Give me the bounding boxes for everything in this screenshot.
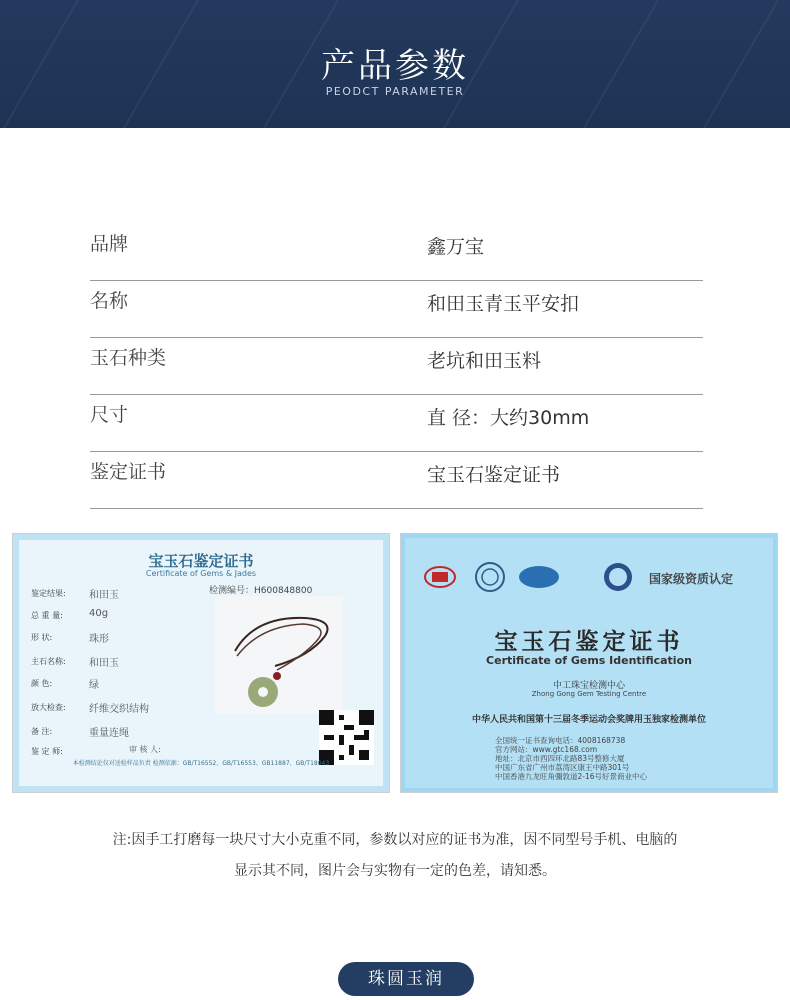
emblem-icon — [601, 560, 635, 594]
cert-olympic-note: 中华人民共和国第十三届冬季运动会奖牌用玉独家检测单位 — [471, 715, 706, 725]
cert-row-label: 主石名称: — [31, 657, 66, 666]
param-row-name — [90, 281, 703, 338]
cert-row-value: 审 核 人: — [129, 745, 161, 754]
header-title: 产品参数 — [321, 46, 469, 86]
cert-footer: 本检测结论仅对送检样品负责 检测依据：GB/T16552、GB/T16553、GB11887、GB/T18043 — [72, 760, 330, 767]
section-header — [0, 0, 790, 128]
param-row-size — [90, 395, 703, 452]
certificate-image-left — [12, 533, 390, 793]
param-row-brand — [90, 224, 703, 281]
param-label: 品牌 — [90, 233, 129, 255]
cert-subtitle: Certificate of Gems & Jades — [145, 569, 257, 578]
certificate-image-right — [400, 533, 778, 793]
header-subtitle: PEODCT PARAMETER — [325, 85, 465, 98]
cert-center-name-en: Zhong Gong Gem Testing Centre — [531, 690, 647, 698]
cert-authority: 国家级资质认定 — [649, 572, 734, 586]
cert-title: 宝玉石鉴定证书 — [494, 629, 684, 655]
globe-seal-icon — [473, 560, 507, 594]
param-label: 尺寸 — [90, 404, 129, 426]
cert-row-value: 绿 — [89, 680, 99, 691]
cert-row-label: 颜 色: — [31, 679, 53, 688]
cert-row-label: 备 注: — [31, 727, 53, 736]
param-label: 鉴定证书 — [90, 461, 167, 483]
cert-row-label: 鉴 定 师: — [31, 747, 63, 756]
cert-row-value: 珠形 — [89, 634, 109, 645]
note-line-1: 注:因手工打磨每一块尺寸大小克重不同，参数以对应的证书为准，因不同型号手机、电脑的 — [112, 832, 678, 848]
cert-row-value: 纤维交织结构 — [89, 704, 149, 715]
cert-row-value: 和田玉 — [89, 590, 119, 601]
param-value: 宝玉石鉴定证书 — [427, 464, 561, 486]
param-value: 直 径：大约30mm — [427, 407, 590, 429]
cert-center-name: 中工珠宝检测中心 — [552, 681, 625, 691]
cert-contact: 全国统一证书查询电话：4008168738 官方网站：www.gtc168.com 地址：北京市西四环北路83号整修大厦 中国广东省广州市荔湾区康王中路301号 中国香港九龙旺角彌敦道2-16号好景商业中心 — [495, 736, 648, 781]
cnas-logo-icon — [517, 560, 561, 594]
param-row-cert — [90, 452, 703, 509]
param-value: 鑫万宝 — [427, 236, 485, 258]
section-badge: 珠圆玉润 — [338, 962, 474, 996]
cert-row-value: 40g — [89, 608, 109, 619]
param-label: 玉石种类 — [90, 347, 167, 369]
qr-code — [319, 710, 374, 765]
cert-row-label: 总 重 量: — [31, 611, 63, 620]
note-line-2: 显示其不同，图片会与实物有一定的色差，请知悉。 — [234, 863, 556, 879]
pendant-photo — [215, 596, 343, 714]
cert-subtitle: Certificate of Gems Identification — [486, 654, 692, 667]
cert-title: 宝玉石鉴定证书 — [148, 552, 254, 570]
param-label: 名称 — [90, 290, 129, 312]
cert-number: 检测编号：H600848800 — [209, 586, 313, 596]
cert-row-value: 重量连绳 — [89, 728, 129, 739]
cert-row-label: 形 状: — [31, 633, 53, 642]
params-table — [90, 224, 703, 509]
cma-logo-icon — [423, 560, 457, 594]
cert-row-label: 放大检查: — [31, 703, 66, 712]
cert-row-label: 鉴定结果: — [31, 589, 66, 598]
cert-row-value: 和田玉 — [89, 658, 119, 669]
param-value: 和田玉青玉平安扣 — [427, 293, 580, 315]
param-value: 老坑和田玉料 — [427, 350, 542, 372]
param-row-type — [90, 338, 703, 395]
